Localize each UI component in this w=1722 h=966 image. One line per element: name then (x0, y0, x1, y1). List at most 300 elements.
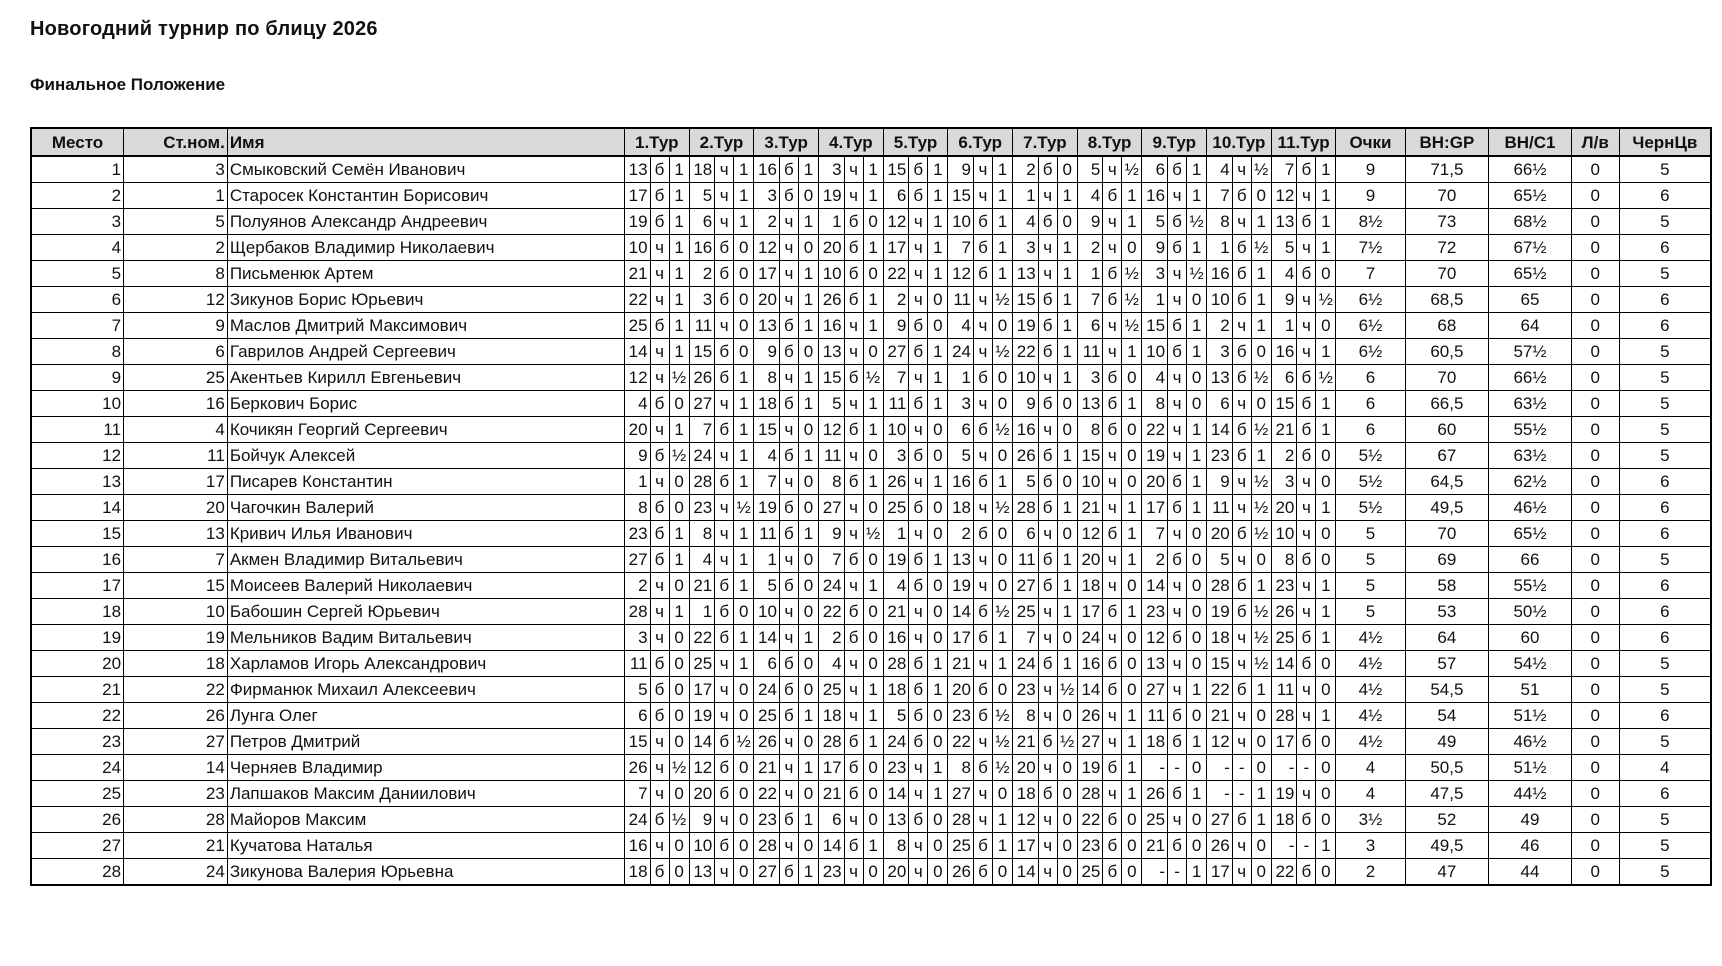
round-3-result: 1 (798, 209, 818, 235)
round-4-result: ½ (863, 365, 883, 391)
start-number-cell: 3 (124, 156, 228, 183)
header-round-10: 10.Тур (1207, 128, 1272, 156)
round-1-result: 0 (669, 651, 689, 677)
round-7-result: 0 (1057, 209, 1077, 235)
round-3-color: б (779, 339, 798, 365)
round-8-opponent: 9 (1077, 209, 1103, 235)
place-cell: 14 (31, 495, 124, 521)
bh-c1-cell: 57½ (1489, 339, 1572, 365)
round-2-result: 1 (734, 391, 754, 417)
round-5-result: 0 (928, 313, 948, 339)
round-4-color: ч (844, 651, 863, 677)
round-10-color: б (1232, 365, 1251, 391)
round-10-color: ч (1232, 156, 1251, 183)
round-6-opponent: 4 (948, 313, 974, 339)
round-9-opponent: 22 (1142, 417, 1168, 443)
wins-cell: 0 (1571, 261, 1619, 287)
player-name-cell: Беркович Борис (227, 391, 624, 417)
round-11-color: б (1297, 365, 1316, 391)
round-9-result: 1 (1187, 313, 1207, 339)
table-body (31, 156, 1711, 885)
round-6-color: ч (973, 287, 992, 313)
round-6-opponent: 26 (948, 859, 974, 886)
round-11-color: ч (1297, 781, 1316, 807)
round-7-opponent: 15 (1013, 287, 1039, 313)
round-7-result: 0 (1057, 755, 1077, 781)
bh-gp-cell: 71,5 (1405, 156, 1489, 183)
round-11-color: б (1297, 729, 1316, 755)
round-7-opponent: 16 (1013, 417, 1039, 443)
round-3-color: б (779, 183, 798, 209)
round-8-result: 0 (1122, 469, 1142, 495)
round-1-result: 1 (669, 547, 689, 573)
round-1-color: б (650, 209, 669, 235)
round-2-result: 0 (734, 599, 754, 625)
round-2-result: 0 (734, 261, 754, 287)
round-2-result: 0 (734, 807, 754, 833)
round-3-color: ч (779, 599, 798, 625)
round-4-opponent: 14 (818, 833, 844, 859)
round-3-result: 1 (798, 859, 818, 886)
round-9-color: б (1168, 469, 1187, 495)
round-3-color: б (779, 573, 798, 599)
table-row (31, 625, 1711, 651)
round-5-color: ч (909, 287, 928, 313)
round-9-opponent: 1 (1142, 287, 1168, 313)
round-1-color: б (650, 703, 669, 729)
round-11-result: 1 (1316, 599, 1336, 625)
round-11-color: ч (1297, 469, 1316, 495)
round-4-result: 0 (863, 807, 883, 833)
round-7-opponent: 6 (1013, 521, 1039, 547)
round-11-opponent: 13 (1271, 209, 1297, 235)
round-1-result: 1 (669, 156, 689, 183)
player-name-cell: Бойчук Алексей (227, 443, 624, 469)
round-5-opponent: 18 (883, 677, 909, 703)
round-7-result: ½ (1057, 729, 1077, 755)
round-1-opponent: 2 (624, 573, 650, 599)
round-11-result: 1 (1316, 417, 1336, 443)
black-count-cell: 5 (1619, 391, 1711, 417)
round-8-opponent: 27 (1077, 729, 1103, 755)
points-cell: 6 (1336, 391, 1405, 417)
round-8-color: б (1103, 807, 1122, 833)
round-3-opponent: 27 (754, 859, 780, 886)
round-11-opponent: 6 (1271, 365, 1297, 391)
wins-cell: 0 (1571, 729, 1619, 755)
place-cell: 11 (31, 417, 124, 443)
round-7-color: б (1038, 443, 1057, 469)
round-5-opponent: 5 (883, 703, 909, 729)
round-4-color: ч (844, 391, 863, 417)
round-6-result: 1 (992, 651, 1012, 677)
round-1-result: 1 (669, 313, 689, 339)
round-11-color: ч (1297, 573, 1316, 599)
round-9-result: 1 (1187, 781, 1207, 807)
round-10-color: ч (1232, 625, 1251, 651)
bh-c1-cell: 68½ (1489, 209, 1572, 235)
round-6-color: б (973, 703, 992, 729)
round-3-color: ч (779, 417, 798, 443)
round-9-opponent: 16 (1142, 183, 1168, 209)
player-name-cell: Смыковский Семён Иванович (227, 156, 624, 183)
points-cell: 5½ (1336, 469, 1405, 495)
round-4-color: б (844, 599, 863, 625)
round-11-result: 0 (1316, 755, 1336, 781)
round-10-result: 0 (1251, 703, 1271, 729)
round-7-result: 1 (1057, 339, 1077, 365)
start-number-cell: 28 (124, 807, 228, 833)
round-2-opponent: 26 (689, 365, 715, 391)
round-1-result: 0 (669, 833, 689, 859)
place-cell: 17 (31, 573, 124, 599)
round-6-result: 0 (992, 547, 1012, 573)
points-cell: 6½ (1336, 313, 1405, 339)
round-1-result: 0 (669, 391, 689, 417)
round-7-color: ч (1038, 625, 1057, 651)
round-10-opponent: 27 (1207, 807, 1233, 833)
round-1-color: б (650, 651, 669, 677)
round-9-color: б (1168, 729, 1187, 755)
round-5-result: 0 (928, 417, 948, 443)
player-name-cell: Маслов Дмитрий Максимович (227, 313, 624, 339)
round-6-result: 1 (992, 625, 1012, 651)
round-8-result: 0 (1122, 443, 1142, 469)
round-4-result: 1 (863, 417, 883, 443)
round-3-color: б (779, 859, 798, 886)
round-5-color: ч (909, 365, 928, 391)
round-7-opponent: 19 (1013, 313, 1039, 339)
round-5-color: б (909, 703, 928, 729)
points-cell: 4½ (1336, 625, 1405, 651)
round-4-result: ½ (863, 521, 883, 547)
round-8-result: ½ (1122, 287, 1142, 313)
round-3-result: 0 (798, 495, 818, 521)
round-5-opponent: 21 (883, 599, 909, 625)
round-1-color: б (650, 313, 669, 339)
round-10-result: 1 (1251, 443, 1271, 469)
black-count-cell: 5 (1619, 833, 1711, 859)
document-subtitle: Финальное Положение (30, 75, 226, 94)
round-9-opponent: - (1142, 755, 1168, 781)
round-2-result: 1 (734, 651, 754, 677)
round-2-opponent: 3 (689, 287, 715, 313)
round-7-color: б (1038, 287, 1057, 313)
round-9-opponent: 23 (1142, 599, 1168, 625)
round-9-opponent: 21 (1142, 833, 1168, 859)
round-7-color: ч (1038, 703, 1057, 729)
round-11-result: 0 (1316, 443, 1336, 469)
table-row (31, 417, 1711, 443)
round-3-result: 1 (798, 365, 818, 391)
round-11-result: ½ (1316, 365, 1336, 391)
round-7-color: б (1038, 573, 1057, 599)
player-name-cell: Кочикян Георгий Сергеевич (227, 417, 624, 443)
round-11-color: б (1297, 651, 1316, 677)
round-3-result: 0 (798, 651, 818, 677)
round-8-opponent: 23 (1077, 833, 1103, 859)
round-1-opponent: 4 (624, 391, 650, 417)
player-name-cell: Писарев Константин (227, 469, 624, 495)
round-10-opponent: 15 (1207, 651, 1233, 677)
round-9-opponent: 12 (1142, 625, 1168, 651)
round-2-opponent: 8 (689, 521, 715, 547)
round-1-opponent: 9 (624, 443, 650, 469)
round-1-result: ½ (669, 807, 689, 833)
bh-c1-cell: 63½ (1489, 443, 1572, 469)
round-11-opponent: 7 (1271, 156, 1297, 183)
round-5-color: б (909, 183, 928, 209)
round-9-result: 1 (1187, 417, 1207, 443)
place-cell: 15 (31, 521, 124, 547)
start-number-cell: 6 (124, 339, 228, 365)
points-cell: 6½ (1336, 287, 1405, 313)
round-7-opponent: 9 (1013, 391, 1039, 417)
round-6-color: ч (973, 547, 992, 573)
round-2-color: ч (715, 807, 734, 833)
round-8-result: ½ (1122, 261, 1142, 287)
round-9-color: б (1168, 235, 1187, 261)
player-name-cell: Зикунова Валерия Юрьевна (227, 859, 624, 886)
round-1-opponent: 6 (624, 703, 650, 729)
wins-cell: 0 (1571, 156, 1619, 183)
round-3-opponent: 8 (754, 365, 780, 391)
round-2-opponent: 16 (689, 235, 715, 261)
round-6-opponent: 5 (948, 443, 974, 469)
round-8-color: б (1103, 287, 1122, 313)
points-cell: 9 (1336, 156, 1405, 183)
round-10-opponent: 16 (1207, 261, 1233, 287)
round-9-result: 1 (1187, 235, 1207, 261)
round-5-color: ч (909, 833, 928, 859)
round-5-opponent: 2 (883, 287, 909, 313)
round-7-opponent: 12 (1013, 807, 1039, 833)
round-10-opponent: 13 (1207, 365, 1233, 391)
round-10-result: 1 (1251, 573, 1271, 599)
round-5-opponent: 11 (883, 391, 909, 417)
round-2-result: ½ (734, 495, 754, 521)
round-8-result: 1 (1122, 703, 1142, 729)
round-2-result: 1 (734, 469, 754, 495)
points-cell: 4½ (1336, 729, 1405, 755)
round-7-result: 1 (1057, 235, 1077, 261)
round-4-color: б (844, 469, 863, 495)
start-number-cell: 11 (124, 443, 228, 469)
round-4-opponent: 25 (818, 677, 844, 703)
round-9-opponent: 10 (1142, 339, 1168, 365)
round-9-result: 1 (1187, 183, 1207, 209)
round-3-opponent: 18 (754, 391, 780, 417)
table-row (31, 547, 1711, 573)
round-1-result: 1 (669, 339, 689, 365)
round-4-result: 1 (863, 287, 883, 313)
place-cell: 9 (31, 365, 124, 391)
round-11-color: б (1297, 443, 1316, 469)
round-9-result: 0 (1187, 651, 1207, 677)
round-10-result: 1 (1251, 807, 1271, 833)
black-count-cell: 6 (1619, 183, 1711, 209)
bh-c1-cell: 66½ (1489, 365, 1572, 391)
round-11-opponent: 8 (1271, 547, 1297, 573)
round-10-opponent: 3 (1207, 339, 1233, 365)
round-2-color: б (715, 469, 734, 495)
round-2-opponent: 27 (689, 391, 715, 417)
round-4-opponent: 8 (818, 469, 844, 495)
round-11-result: ½ (1316, 287, 1336, 313)
round-6-color: ч (973, 339, 992, 365)
black-count-cell: 5 (1619, 339, 1711, 365)
round-10-opponent: 7 (1207, 183, 1233, 209)
round-6-opponent: 21 (948, 651, 974, 677)
round-8-result: 1 (1122, 781, 1142, 807)
round-8-result: 1 (1122, 209, 1142, 235)
place-cell: 20 (31, 651, 124, 677)
round-3-result: 1 (798, 261, 818, 287)
round-4-color: б (844, 625, 863, 651)
round-11-color: б (1297, 807, 1316, 833)
player-name-cell: Харламов Игорь Александрович (227, 651, 624, 677)
round-4-color: ч (844, 521, 863, 547)
round-5-result: 0 (928, 625, 948, 651)
black-count-cell: 5 (1619, 209, 1711, 235)
round-4-opponent: 19 (818, 183, 844, 209)
round-6-result: ½ (992, 339, 1012, 365)
player-name-cell: Лапшаков Максим Даниилович (227, 781, 624, 807)
round-11-opponent: 16 (1271, 339, 1297, 365)
table-row (31, 573, 1711, 599)
round-8-opponent: 22 (1077, 807, 1103, 833)
round-5-result: 0 (928, 443, 948, 469)
round-11-opponent: - (1271, 833, 1297, 859)
round-9-color: б (1168, 625, 1187, 651)
round-9-opponent: 4 (1142, 365, 1168, 391)
round-6-color: б (973, 261, 992, 287)
round-7-opponent: 4 (1013, 209, 1039, 235)
round-5-result: 1 (928, 781, 948, 807)
round-1-opponent: 13 (624, 156, 650, 183)
round-3-result: 1 (798, 521, 818, 547)
round-6-color: ч (973, 156, 992, 183)
round-4-opponent: 23 (818, 859, 844, 886)
round-9-opponent: 26 (1142, 781, 1168, 807)
round-8-color: ч (1103, 625, 1122, 651)
round-2-color: б (715, 365, 734, 391)
bh-c1-cell: 55½ (1489, 417, 1572, 443)
round-1-opponent: 22 (624, 287, 650, 313)
round-4-color: б (844, 755, 863, 781)
round-3-result: 0 (798, 417, 818, 443)
round-5-opponent: 15 (883, 156, 909, 183)
round-10-result: 0 (1251, 755, 1271, 781)
round-10-result: 0 (1251, 729, 1271, 755)
start-number-cell: 13 (124, 521, 228, 547)
round-2-opponent: 21 (689, 573, 715, 599)
header-round-5: 5.Тур (883, 128, 948, 156)
round-2-opponent: 24 (689, 443, 715, 469)
round-9-color: - (1168, 755, 1187, 781)
start-number-cell: 7 (124, 547, 228, 573)
black-count-cell: 6 (1619, 235, 1711, 261)
round-9-opponent: 13 (1142, 651, 1168, 677)
header-round-8: 8.Тур (1077, 128, 1142, 156)
round-8-color: б (1103, 365, 1122, 391)
start-number-cell: 20 (124, 495, 228, 521)
round-4-opponent: 4 (818, 651, 844, 677)
round-10-color: б (1232, 573, 1251, 599)
round-4-color: ч (844, 573, 863, 599)
round-11-opponent: 23 (1271, 573, 1297, 599)
round-1-result: 1 (669, 599, 689, 625)
round-5-result: 1 (928, 183, 948, 209)
bh-c1-cell: 46½ (1489, 495, 1572, 521)
black-count-cell: 6 (1619, 781, 1711, 807)
round-5-color: ч (909, 209, 928, 235)
round-7-opponent: 3 (1013, 235, 1039, 261)
round-8-result: 1 (1122, 521, 1142, 547)
round-7-result: 0 (1057, 469, 1077, 495)
bh-gp-cell: 70 (1405, 521, 1489, 547)
bh-c1-cell: 54½ (1489, 651, 1572, 677)
round-9-color: ч (1168, 183, 1187, 209)
points-cell: 4½ (1336, 677, 1405, 703)
round-1-opponent: 1 (624, 469, 650, 495)
round-1-color: б (650, 391, 669, 417)
round-1-color: ч (650, 235, 669, 261)
round-5-opponent: 19 (883, 547, 909, 573)
table-row (31, 495, 1711, 521)
round-11-color: б (1297, 391, 1316, 417)
points-cell: 6 (1336, 365, 1405, 391)
round-9-opponent: 27 (1142, 677, 1168, 703)
round-8-color: ч (1103, 339, 1122, 365)
round-2-opponent: 2 (689, 261, 715, 287)
bh-gp-cell: 47 (1405, 859, 1489, 886)
round-6-result: 0 (992, 573, 1012, 599)
wins-cell: 0 (1571, 365, 1619, 391)
place-cell: 10 (31, 391, 124, 417)
round-1-opponent: 3 (624, 625, 650, 651)
round-2-color: ч (715, 209, 734, 235)
bh-gp-cell: 70 (1405, 183, 1489, 209)
round-9-result: 1 (1187, 443, 1207, 469)
round-4-result: 0 (863, 599, 883, 625)
round-10-color: б (1232, 183, 1251, 209)
round-10-opponent: 19 (1207, 599, 1233, 625)
round-8-color: ч (1103, 469, 1122, 495)
round-10-opponent: 17 (1207, 859, 1233, 886)
round-2-opponent: 25 (689, 651, 715, 677)
round-9-opponent: 15 (1142, 313, 1168, 339)
black-count-cell: 4 (1619, 755, 1711, 781)
round-10-color: ч (1232, 833, 1251, 859)
round-6-opponent: 22 (948, 729, 974, 755)
round-3-opponent: 3 (754, 183, 780, 209)
bh-gp-cell: 60,5 (1405, 339, 1489, 365)
round-11-opponent: 4 (1271, 261, 1297, 287)
round-1-result: 1 (669, 287, 689, 313)
round-10-opponent: 28 (1207, 573, 1233, 599)
start-number-cell: 15 (124, 573, 228, 599)
round-1-result: 1 (669, 521, 689, 547)
round-2-color: ч (715, 859, 734, 886)
round-7-result: 0 (1057, 391, 1077, 417)
points-cell: 3½ (1336, 807, 1405, 833)
round-10-opponent: 11 (1207, 495, 1233, 521)
round-9-color: б (1168, 781, 1187, 807)
round-2-opponent: 6 (689, 209, 715, 235)
round-2-color: ч (715, 156, 734, 183)
round-8-opponent: 16 (1077, 651, 1103, 677)
